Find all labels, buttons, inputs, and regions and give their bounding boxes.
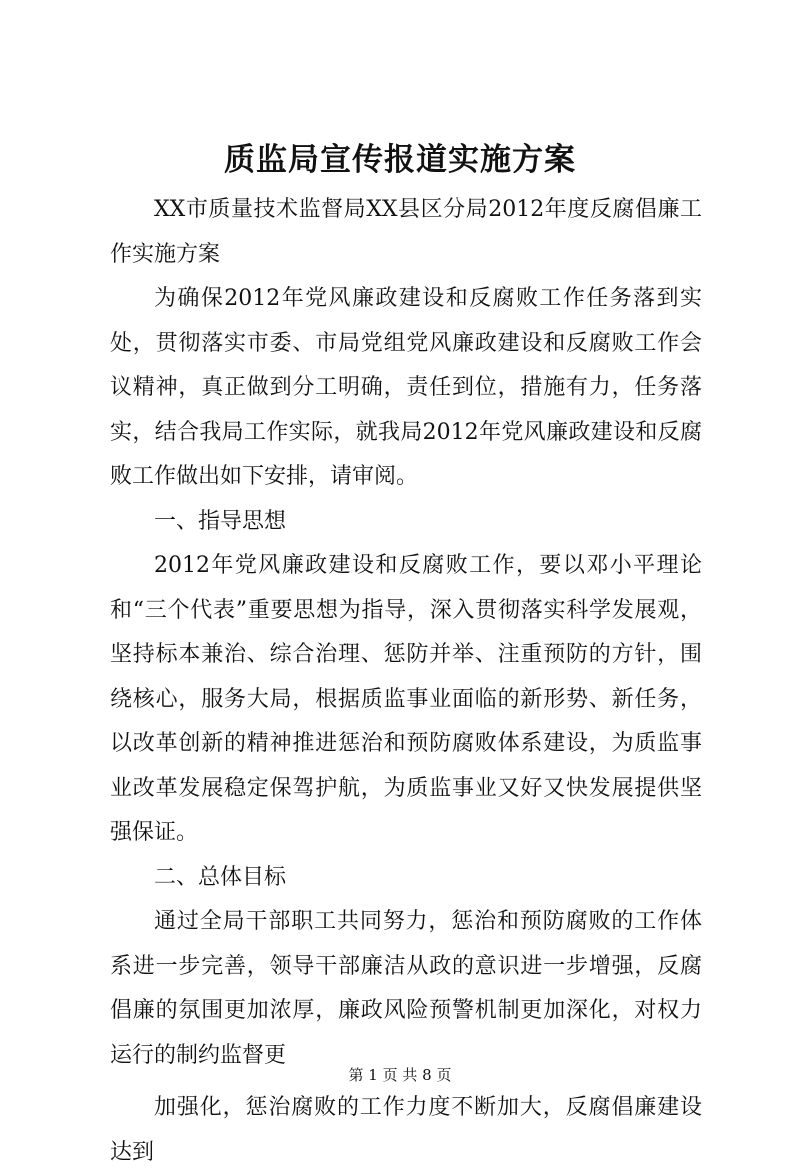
paragraph-subtitle: XX市质量技术监督局XX县区分局2012年度反腐倡廉工作实施方案 bbox=[110, 197, 702, 267]
document-title: 质监局宣传报道实施方案 bbox=[224, 142, 576, 178]
paragraph-continuation: 加强化，惩治腐败的工作力度不断加大，反腐倡廉建设达到 bbox=[110, 1095, 702, 1165]
paragraph-intro: 为确保2012年党风廉政建设和反腐败工作任务落到实处，贯彻落实市委、市局党组党风廉政建设和反腐败工作会议精神，真正做到分工明确，责任到位，措施有力，任务落实，结合我局工作实际，就我局2012年党风廉政建设和反腐败工作做出如下安排，请审阅。 bbox=[110, 286, 702, 489]
paragraph-overall-goal: 通过全局干部职工共同努力，惩治和预防腐败的工作体系进一步完善，领导干部廉洁从政的意识进一步增强，反腐倡廉的氛围更加浓厚，廉政风险预警机制更加深化，对权力运行的制约监督更 bbox=[110, 909, 702, 1068]
section-heading-guiding-thought: 一、指导思想 bbox=[154, 508, 287, 534]
paragraph-guiding-thought: 2012年党风廉政建设和反腐败工作，要以邓小平理论和“三个代表”重要思想为指导，深入贯彻落实科学发展观，坚持标本兼治、综合治理、惩防并举、注重预防的方针，围绕核心，服务大局，根据质监事业面临的新形势、新任务，以改革创新的精神推进惩治和预防腐败体系建设，为质监事业改革发展稳定保驾护航，为质监事业又好又快发展提供坚强保证。 bbox=[110, 553, 702, 845]
section-heading-overall-goal: 二、总体目标 bbox=[154, 864, 287, 890]
page-footer: 第 1 页 共 8 页 bbox=[348, 1066, 452, 1084]
document-body bbox=[110, 188, 702, 1175]
